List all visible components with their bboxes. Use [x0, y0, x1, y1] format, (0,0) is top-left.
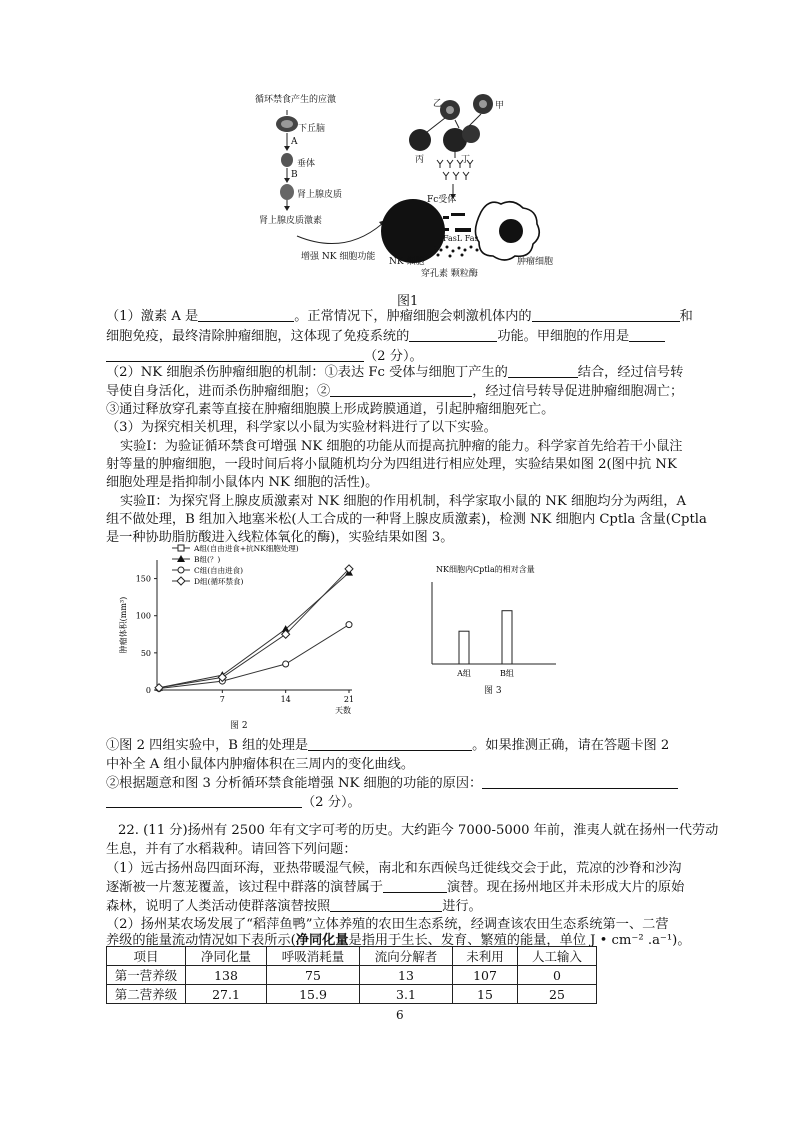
q22-line2: 生息，并有了水稻栽种。请回答下列问题：: [106, 842, 357, 857]
table-cell: 25: [518, 985, 597, 1004]
cell-ding-label: 丁: [461, 155, 471, 165]
q22-s1-line2: 逐渐被一片葱茏覆盖，该过程中群落的演替属于 演替。现在扬州地区并未形成大片的原始: [106, 880, 685, 895]
tumor-cell-label: 肿瘤细胞: [517, 257, 554, 267]
legend-label: D组(循环禁食): [194, 577, 244, 586]
table-cell: 75: [267, 966, 360, 985]
x-axis-label: 天数: [335, 706, 351, 715]
table-cell: 15: [453, 985, 518, 1004]
table-cell: 第二营养级: [107, 985, 186, 1004]
table-row: [107, 985, 597, 1004]
q3-sub2-line2: （2 分）。: [106, 794, 361, 812]
table-header-cell: 净同化量: [186, 947, 267, 966]
adrenal-icon: [280, 184, 294, 200]
answer-blank[interactable]: [383, 879, 447, 893]
q2-line3: ③通过释放穿孔素等直接在肿瘤细胞膜上形成跨膜通道，引起肿瘤细胞死亡。: [106, 402, 555, 417]
q1-line2: 细胞免疫，最终清除肿瘤细胞，这体现了免疫系统的 功能。甲细胞的作用是: [106, 328, 665, 346]
figure-3-chart: [424, 560, 564, 695]
granule-dots-icon: [434, 246, 485, 258]
q22-s2-line2: 养级的能量流动情况如下表所示(净同化量是指用于生长、发育、繁殖的能量，单位 J • cm⁻² .a⁻¹)。: [106, 933, 691, 948]
data-point: [346, 622, 352, 628]
answer-blank[interactable]: [409, 328, 497, 342]
table-header-row: [107, 947, 597, 966]
table-header-cell: 流向分解者: [360, 947, 453, 966]
table-header-cell: 未利用: [453, 947, 518, 966]
answer-blank[interactable]: [106, 348, 364, 362]
exp2-line2: 组不做处理，B 组加入地塞米松(人工合成的一种肾上腺皮质激素)，检测 NK 细胞内 Cptla 含量(Cptla: [106, 512, 707, 527]
exp2-line3: 是一种协助脂肪酸进入线粒体氧化的酶)，实验结果如图 3。: [106, 530, 454, 545]
cell-ding-icon: [443, 125, 480, 152]
nk-cell-label: NK 细胞: [389, 257, 425, 267]
energy-flow-table: [106, 946, 597, 1004]
table-row: [107, 966, 597, 985]
q2-line2: 导使自身活化，进而杀伤肿瘤细胞；② ，经过信号转导促进肿瘤细胞凋亡；: [106, 384, 684, 399]
table-cell: 0: [518, 966, 597, 985]
q22-s1-line3: 森林，说明了人类活动使群落演替按照 进行。: [106, 899, 482, 914]
y-tick-label: 150: [135, 574, 151, 584]
data-point: [178, 567, 184, 573]
answer-blank[interactable]: [308, 737, 472, 751]
legend-label: A组(自由进食+抗NK细胞处理): [194, 544, 299, 553]
table-header-cell: 项目: [107, 947, 186, 966]
category-label: A组: [457, 669, 471, 678]
fasl-fas-label: FasL Fas: [443, 234, 479, 243]
q3-sub1-line1: ①图 2 四组实验中，B 组的处理是 。如果推测正确，请在答题卡图 2: [106, 738, 670, 753]
series-line: [159, 569, 349, 688]
y-axis-label: 肿瘤体积(mm³): [119, 596, 128, 654]
figure-3-caption: 图 3: [484, 686, 502, 696]
data-point: [178, 545, 184, 551]
enhance-label: 增强 NK 细胞功能: [301, 252, 376, 262]
pituitary-icon: [281, 153, 293, 167]
table-cell: 107: [453, 966, 518, 985]
answer-blank[interactable]: [330, 898, 442, 912]
table-cell: 第一营养级: [107, 966, 186, 985]
figure-2-caption: 图 2: [230, 721, 248, 731]
exp1-line1: 实验Ⅰ：为验证循环禁食可增强 NK 细胞的功能从而提高抗肿瘤的能力。科学家首先给若干小鼠注: [120, 439, 683, 454]
perforin-label: 穿孔素 颗粒酶: [421, 269, 478, 279]
answer-blank[interactable]: [629, 328, 665, 342]
y-tick-label: 100: [135, 611, 151, 621]
exp2-line1: 实验Ⅱ：为探究肾上腺皮质激素对 NK 细胞的作用机制，科学家取小鼠的 NK 细胞均分为两组，A: [120, 494, 686, 509]
hormone-a-label: A: [291, 137, 298, 147]
q22-line1: 22. (11 分)扬州有 2500 年有文字可考的历史。大约距今 7000-5000 年前，淮夷人就在扬州一代劳动: [118, 823, 719, 838]
cell-jia-label: 甲: [495, 101, 505, 111]
category-label: B组: [500, 669, 514, 678]
table-cell: 13: [360, 966, 453, 985]
answer-blank[interactable]: [508, 364, 578, 378]
bar: [502, 611, 512, 664]
cell-yi-icon: [440, 100, 460, 120]
table-header-cell: 呼吸消耗量: [267, 947, 360, 966]
adrenal-label: 肾上腺皮质: [297, 190, 343, 200]
chart-title: NK细胞内Cptla的相对含量: [436, 565, 535, 574]
y-tick-label: 0: [145, 686, 151, 695]
q22-s2-line1: （2）扬州某农场发展了“稻萍鱼鸭”立体养殖的农田生态系统，经调查该农田生态系统第一、二营: [106, 917, 669, 932]
x-tick-label: 7: [219, 695, 225, 704]
exp1-line2: 射等量的肿瘤细胞，一段时间后将小鼠随机均分为四组进行相应处理，实验结果如图 2(图中抗 NK: [106, 457, 677, 472]
x-tick-label: 21: [343, 695, 355, 704]
hypothalamus-label: 下丘脑: [298, 124, 326, 134]
table-cell: 138: [186, 966, 267, 985]
y-tick-label: 50: [140, 648, 151, 658]
table-cell: 27.1: [186, 985, 267, 1004]
answer-blank[interactable]: [106, 794, 302, 808]
series-line: [159, 625, 349, 689]
page-number: 6: [396, 1008, 404, 1022]
data-point: [283, 661, 289, 667]
x-tick-label: 14: [280, 695, 291, 704]
tumor-cell-icon: [475, 202, 539, 260]
table-header-cell: 人工输入: [518, 947, 597, 966]
q1-line3: （2 分）。: [106, 348, 423, 366]
cell-bing-icon: [409, 129, 431, 151]
q1-line1: （1）激素 A 是 。正常情况下，肿瘤细胞会刺激机体内的 和: [106, 309, 693, 324]
q3-sub2-line1: ②根据题意和图 3 分析循环禁食能增强 NK 细胞的功能的原因：: [106, 775, 678, 793]
q22-s1-line1: （1）远古扬州岛四面环海，亚热带暖湿气候，南北和东西候鸟迁徙线交会于此，荒凉的沙脊和沙沟: [106, 861, 682, 876]
legend-label: B组(？): [194, 555, 221, 564]
series-line: [159, 573, 349, 688]
answer-blank[interactable]: [532, 308, 680, 322]
q2-line1: （2）NK 细胞杀伤肿瘤细胞的机制：①表达 Fc 受体与细胞丁产生的 结合，经过信号转: [106, 365, 684, 380]
figure-2-chart: [112, 540, 372, 735]
legend-label: C组(自由进食): [194, 566, 244, 575]
answer-blank[interactable]: [330, 383, 472, 397]
cell-yi-label: 乙: [433, 99, 443, 109]
pituitary-label: 垂体: [297, 159, 316, 169]
cortical-hormone-label: 肾上腺皮质激素: [259, 216, 323, 226]
hypothalamus-icon: [276, 116, 298, 132]
cell-jia-icon: [473, 94, 493, 114]
figure-1: [255, 88, 565, 284]
q3-sub1-line2: 中补全 A 组小鼠体内肿瘤体积在三周内的变化曲线。: [106, 757, 415, 772]
cell-bing-label: 丙: [415, 155, 425, 165]
table-cell: 15.9: [267, 985, 360, 1004]
exp1-line3: 细胞处理是指抑制小鼠体内 NK 细胞的活性)。: [106, 475, 379, 490]
table-cell: 3.1: [360, 985, 453, 1004]
q3-line1: （3）为探究相关机理，科学家以小鼠为实验材料进行了以下实验。: [106, 420, 497, 435]
fc-receptor-label: Fc受体: [427, 195, 457, 205]
answer-blank[interactable]: [198, 308, 294, 322]
answer-blank[interactable]: [482, 775, 678, 789]
stress-label: 循环禁食产生的应激: [255, 95, 337, 105]
hormone-b-label: B: [291, 170, 298, 180]
figure-1-caption: 图1: [397, 294, 419, 309]
bar: [459, 631, 469, 664]
data-point: [177, 577, 185, 585]
